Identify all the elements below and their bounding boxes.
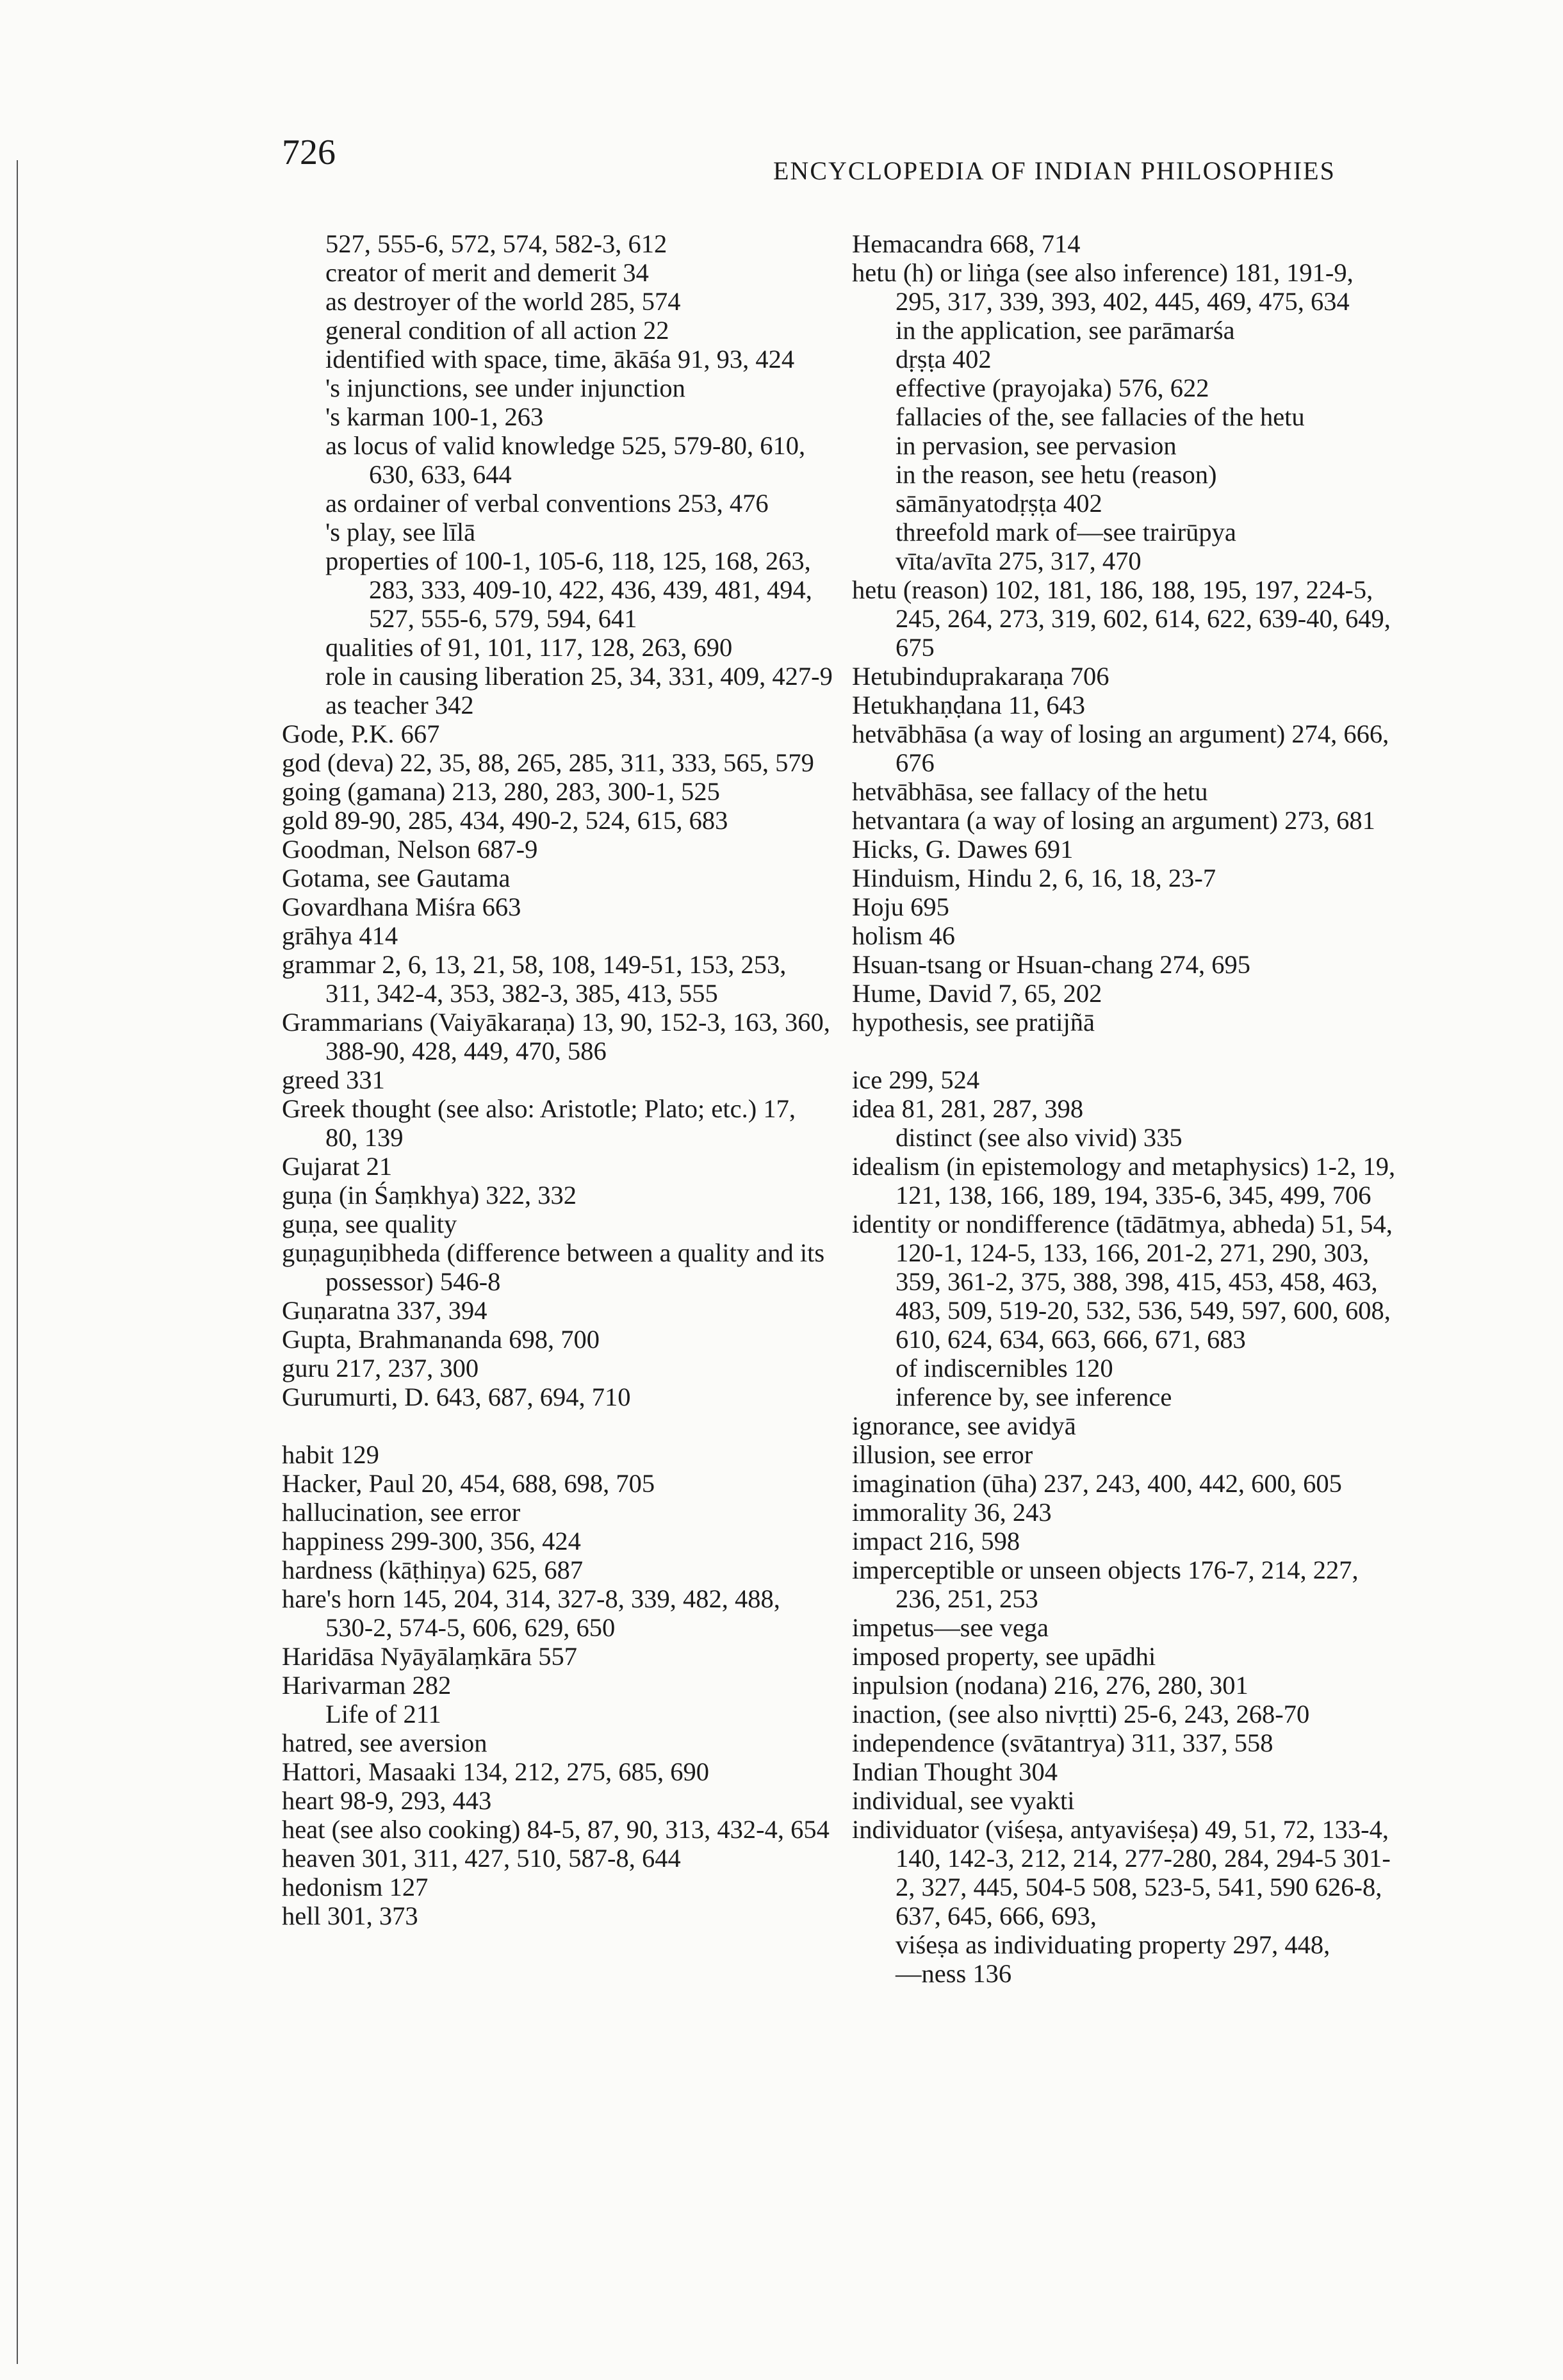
index-subentry: 's karman 100-1, 263 [325,402,544,431]
index-entry: identity or nondifference (tādātmya, abheda) 51, 54, 120-1, 124-5, 133, 166, 201-2, 271, 290, 303, 359, 361-2, 375, 388, 398, 415, 453, 458, 463, 483, 509, 519-20, 532, 536, 549, 597, 600, 608, 610, 624, 634, 663, 666, 671, 683 [852,1210,1393,1354]
index-entry: Hoju 695 [852,892,949,921]
index-entry: Haridāsa Nyāyālaṃkāra 557 [282,1642,578,1671]
running-head: ENCYCLOPEDIA OF INDIAN PHILOSOPHIES [773,156,1336,185]
index-subentry: inference by, see inference [896,1383,1172,1411]
index-entry: immorality 36, 243 [852,1498,1052,1527]
index-entry: holism 46 [852,921,955,950]
index-entry: Harivarman 282 [282,1671,452,1700]
index-entry: imagination (ūha) 237, 243, 400, 442, 600, 605 [852,1469,1342,1498]
index-entry: Govardhana Miśra 663 [282,892,521,921]
index-subentry: in the reason, see hetu (reason) [896,460,1217,489]
index-subentry: 's play, see līlā [325,518,476,546]
index-entry: imperceptible or unseen objects 176-7, 214, 227, 236, 251, 253 [852,1555,1359,1613]
index-entry: independence (svātantrya) 311, 337, 558 [852,1728,1273,1757]
index-entry: Gurumurti, D. 643, 687, 694, 710 [282,1383,631,1411]
index-entry: happiness 299-300, 356, 424 [282,1527,581,1555]
index-subentry: 527, 555-6, 572, 574, 582-3, 612 [325,229,667,258]
index-entry: hell 301, 373 [282,1901,418,1930]
index-entry: Gotama, see Gautama [282,864,511,892]
index-subentry: —ness 136 [896,1959,1012,1988]
index-subentry: viśeṣa as individuating property 297, 448, [896,1930,1330,1959]
index-subentry: dṛṣṭa 402 [896,345,992,373]
index-entry: Goodman, Nelson 687-9 [282,835,538,864]
index-entry: guṇa, see quality [282,1210,457,1238]
index-entry: Hemacandra 668, 714 [852,229,1081,258]
index-subentry: in the application, see parāmarśa [896,316,1235,345]
index-entry: hatred, see aversion [282,1728,487,1757]
index-entry: hetvantara (a way of losing an argument) 273, 681 [852,806,1375,835]
index-subentry: qualities of 91, 101, 117, 128, 263, 690 [325,633,733,662]
index-entry: hetu (reason) 102, 181, 186, 188, 195, 197, 224-5, 245, 264, 273, 319, 602, 614, 622, 639-40, 649, 675 [852,575,1391,662]
index-entry: Gode, P.K. 667 [282,719,440,748]
index-entry: Hicks, G. Dawes 691 [852,835,1074,864]
index-entry: Gujarat 21 [282,1152,393,1181]
index-subentry: 's injunctions, see under injunction [325,373,685,402]
index-subentry: as destroyer of the world 285, 574 [325,287,681,316]
index-entry: Hsuan-tsang or Hsuan-chang 274, 695 [852,950,1250,979]
index-entry: habit 129 [282,1440,379,1469]
index-entry: Hetukhaṇḍana 11, 643 [852,691,1086,719]
index-subentry: vīta/avīta 275, 317, 470 [896,546,1142,575]
index-subentry: role in causing liberation 25, 34, 331, 409, 427-9 [325,662,833,691]
index-entry: Indian Thought 304 [852,1757,1058,1786]
index-subentry: identified with space, time, ākāśa 91, 93, 424 [325,345,795,373]
index-entry: gold 89-90, 285, 434, 490-2, 524, 615, 683 [282,806,728,835]
index-entry: going (gamana) 213, 280, 283, 300-1, 525 [282,777,720,806]
index-entry: grāhya 414 [282,921,398,950]
index-entry: hare's horn 145, 204, 314, 327-8, 339, 482, 488, 530-2, 574-5, 606, 629, 650 [282,1584,780,1642]
index-entry: grammar 2, 6, 13, 21, 58, 108, 149-51, 153, 253, 311, 342-4, 353, 382-3, 385, 413, 555 [282,950,787,1008]
page-number: 726 [282,133,336,172]
index-entry: impact 216, 598 [852,1527,1020,1555]
index-entry: god (deva) 22, 35, 88, 265, 285, 311, 333, 565, 579 [282,748,814,777]
index-entry: guṇaguṇibheda (difference between a quality and its possessor) 546-8 [282,1238,825,1296]
index-entry: Hattori, Masaaki 134, 212, 275, 685, 690 [282,1757,710,1786]
index-entry: hypothesis, see pratijñā [852,1008,1095,1037]
index-entry: idealism (in epistemology and metaphysics) 1-2, 19, 121, 138, 166, 189, 194, 335-6, 345, 499, 706 [852,1152,1396,1210]
index-entry: hardness (kāṭhiṇya) 625, 687 [282,1555,584,1584]
index-entry: Hetubinduprakaraṇa 706 [852,662,1109,691]
index-entry: idea 81, 281, 287, 398 [852,1094,1084,1123]
index-entry: greed 331 [282,1065,385,1094]
index-entry: hetu (h) or liṅga (see also inference) 181, 191-9, 295, 317, 339, 393, 402, 445, 469, 475, 634 [852,258,1354,316]
index-column-left [282,229,833,1930]
letter-group-gap [852,1037,1403,1065]
index-entry: ignorance, see avidyā [852,1411,1076,1440]
index-entry: Hinduism, Hindu 2, 6, 16, 18, 23-7 [852,864,1216,892]
index-subentry: fallacies of the, see fallacies of the hetu [896,402,1305,431]
index-entry: imposed property, see upādhi [852,1642,1156,1671]
index-entry: Grammarians (Vaiyākaraṇa) 13, 90, 152-3, 163, 360, 388-90, 428, 449, 470, 586 [282,1008,830,1065]
index-entry: inaction, (see also nivṛtti) 25-6, 243, 268-70 [852,1700,1310,1728]
index-entry: hallucination, see error [282,1498,521,1527]
index-subentry: Life of 211 [325,1700,441,1728]
index-subentry: creator of merit and demerit 34 [325,258,649,287]
index-entry: Guṇaratna 337, 394 [282,1296,487,1325]
index-entry: hetvābhāsa, see fallacy of the hetu [852,777,1208,806]
index-subentry: of indiscernibles 120 [896,1354,1113,1383]
letter-group-gap [282,1411,833,1440]
index-subentry: properties of 100-1, 105-6, 118, 125, 168, 263, 283, 333, 409-10, 422, 436, 439, 481, 494, 527, 555-6, 579, 594, 641 [325,546,812,633]
index-subentry: as ordainer of verbal conventions 253, 476 [325,489,769,518]
index-subentry: effective (prayojaka) 576, 622 [896,373,1209,402]
index-entry: individuator (viśeṣa, antyaviśeṣa) 49, 51, 72, 133-4, 140, 142-3, 212, 214, 277-280, 284, 294-5 301-2, 327, 445, 504-5 508, 523-5, 541, 590 626-8, 637, 645, 666, 693, [852,1815,1391,1930]
index-entry: heart 98-9, 293, 443 [282,1786,492,1815]
index-entry: guru 217, 237, 300 [282,1354,479,1383]
index-column-right [852,229,1403,1988]
index-subentry: distinct (see also vivid) 335 [896,1123,1182,1152]
index-entry: heat (see also cooking) 84-5, 87, 90, 313, 432-4, 654 [282,1815,830,1844]
index-subentry: threefold mark of—see trairūpya [896,518,1236,546]
index-entry: hedonism 127 [282,1873,429,1901]
index-entry: illusion, see error [852,1440,1033,1469]
index-entry: ice 299, 524 [852,1065,980,1094]
index-subentry: as locus of valid knowledge 525, 579-80, 610, 630, 633, 644 [325,431,806,489]
index-subentry: sāmānyatodṛṣṭa 402 [896,489,1102,518]
index-entry: guṇa (in Śaṃkhya) 322, 332 [282,1181,577,1210]
page-edge-line [17,160,18,2364]
index-entry: individual, see vyakti [852,1786,1075,1815]
index-entry: inpulsion (nodana) 216, 276, 280, 301 [852,1671,1248,1700]
index-entry: heaven 301, 311, 427, 510, 587-8, 644 [282,1844,681,1873]
index-subentry: general condition of all action 22 [325,316,669,345]
index-entry: hetvābhāsa (a way of losing an argument) 274, 666, 676 [852,719,1389,777]
index-entry: Gupta, Brahmananda 698, 700 [282,1325,600,1354]
index-entry: impetus—see vega [852,1613,1049,1642]
index-subentry: as teacher 342 [325,691,474,719]
index-entry: Greek thought (see also: Aristotle; Plato; etc.) 17, 80, 139 [282,1094,796,1152]
index-subentry: in pervasion, see pervasion [896,431,1177,460]
index-entry: Hacker, Paul 20, 454, 688, 698, 705 [282,1469,655,1498]
index-entry: Hume, David 7, 65, 202 [852,979,1102,1008]
